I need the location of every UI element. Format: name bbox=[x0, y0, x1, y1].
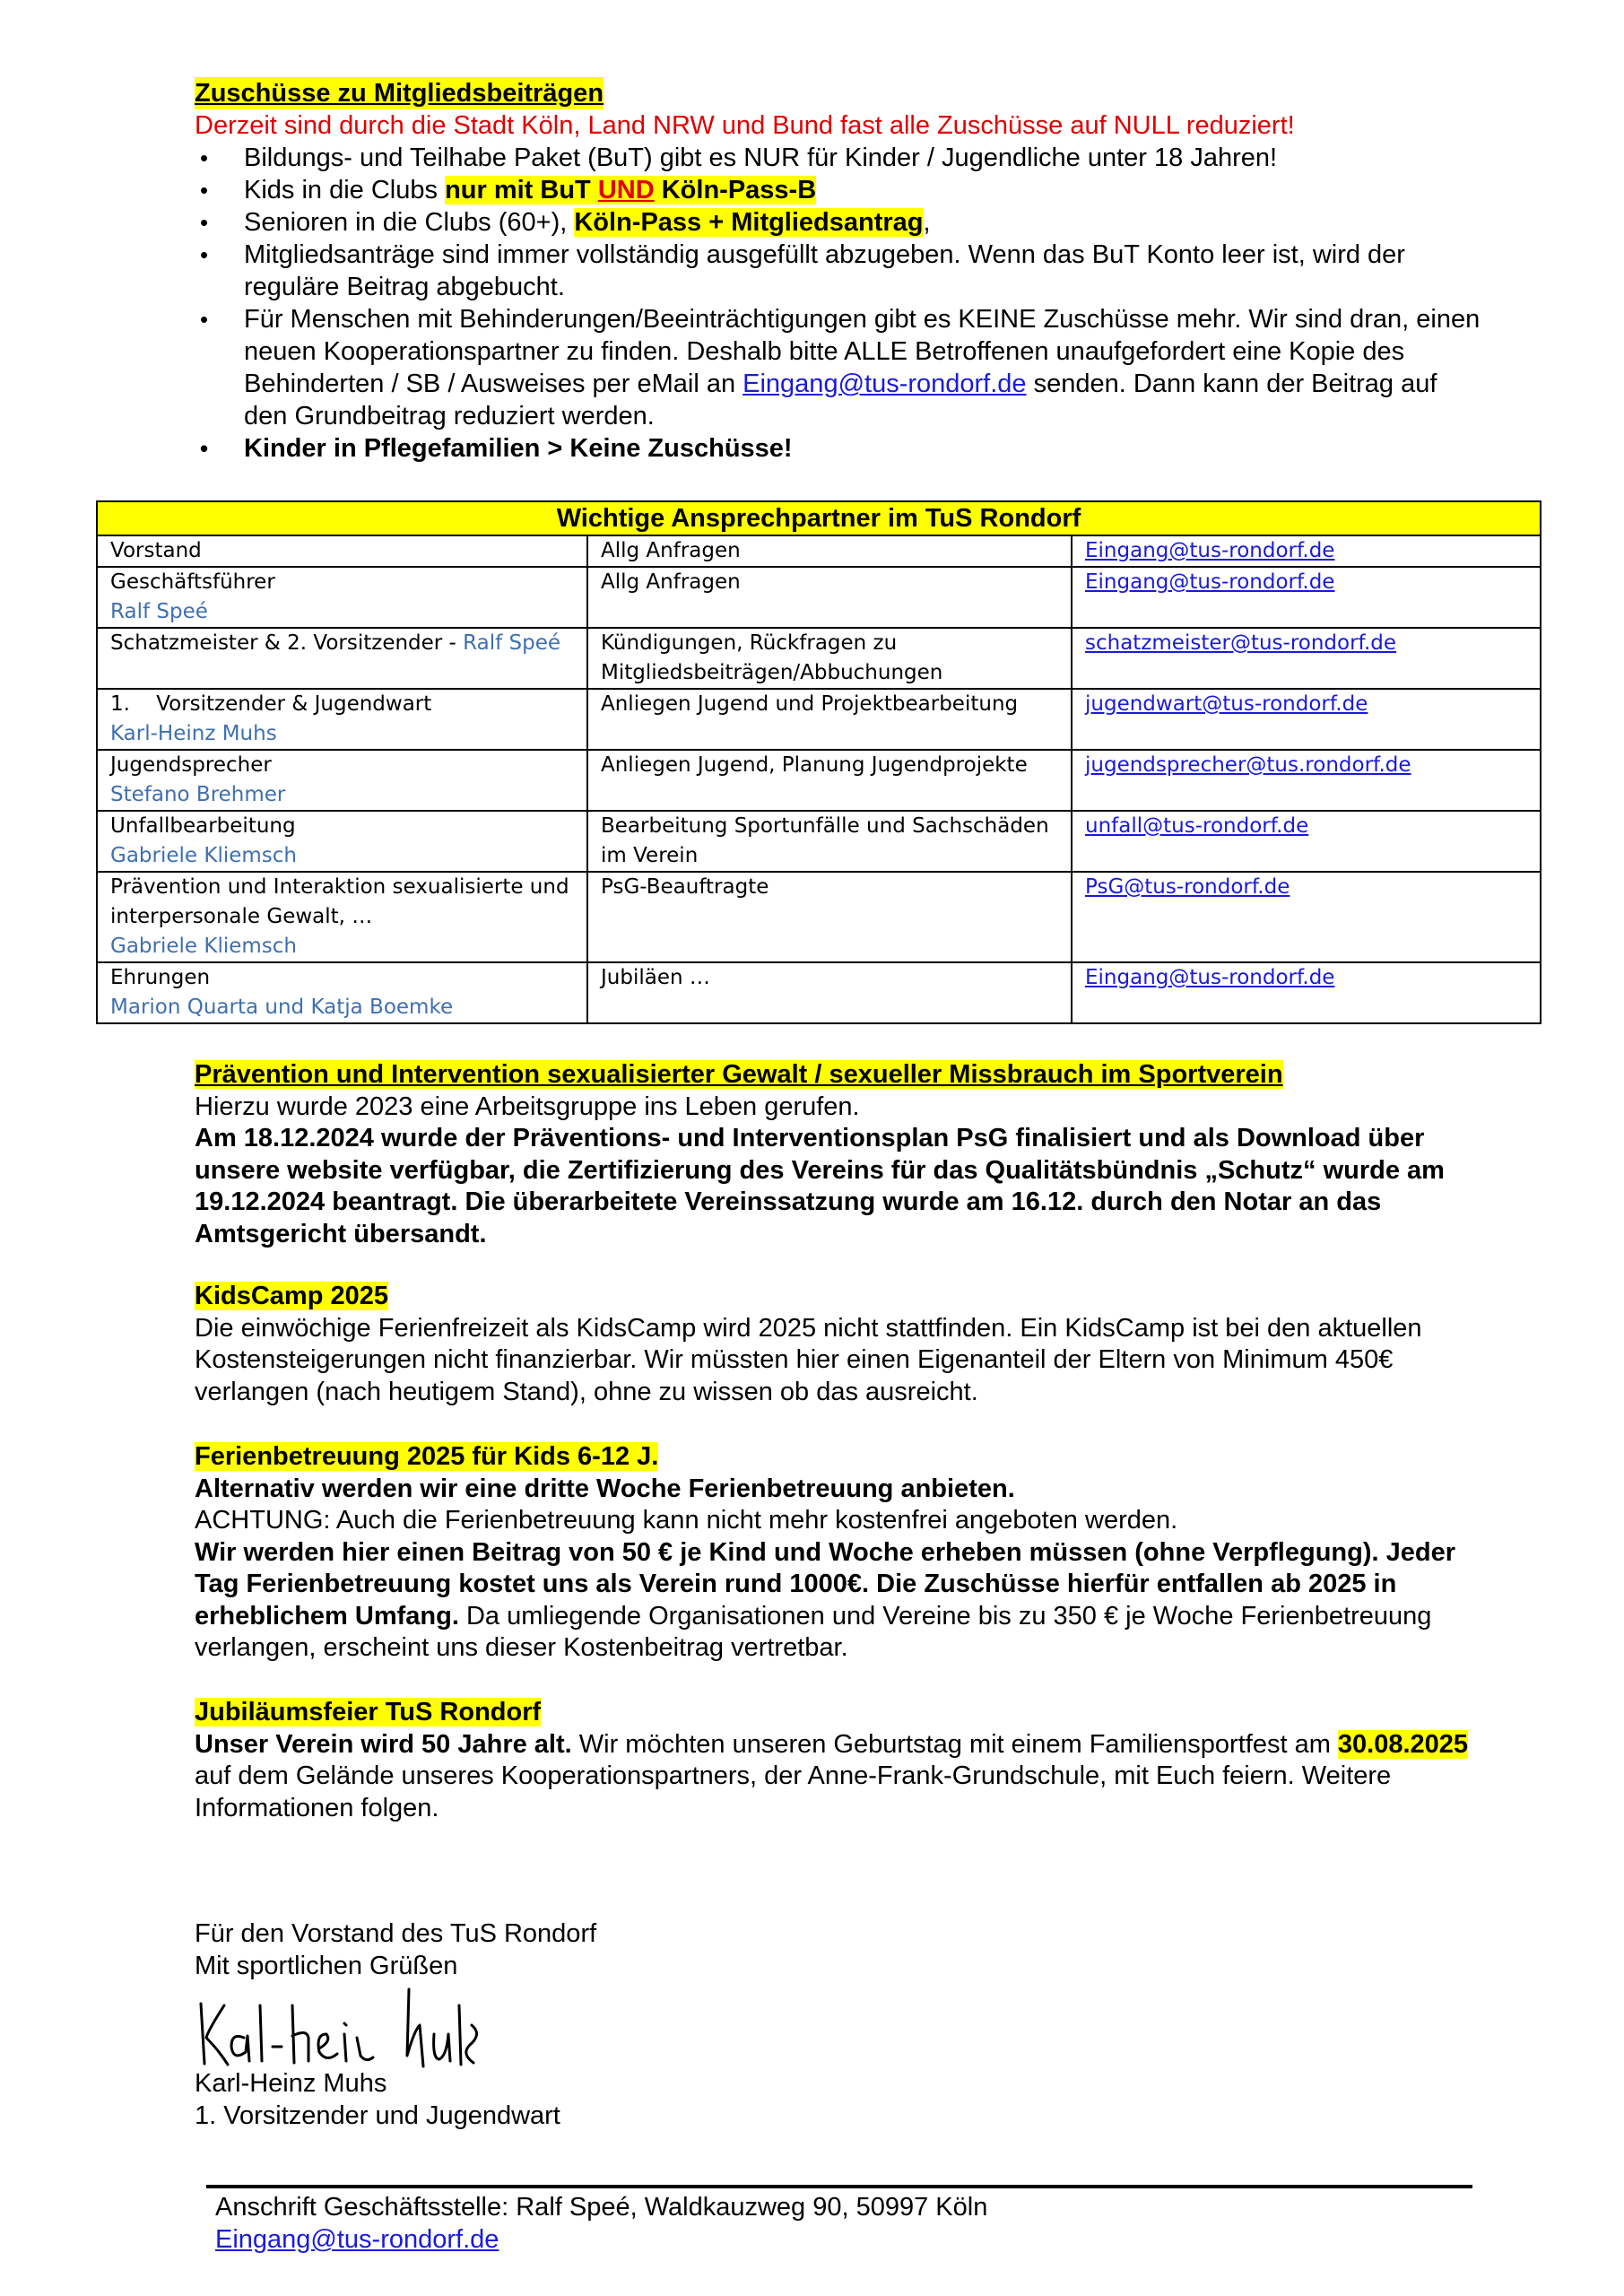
contact-person: Karl-Heinz Muhs bbox=[110, 722, 277, 745]
anniversary-section bbox=[195, 1697, 1486, 1824]
subsidies-warning: Derzeit sind durch die Stadt Köln, Land NRW und Bund fast alle Zuschüsse auf NULL reduziert! bbox=[195, 111, 1295, 140]
holiday-bold-1: Alternativ werden wir eine dritte Woche Ferienbetreuung anbieten. bbox=[195, 1474, 1015, 1503]
holiday-text-2: ACHTUNG: Auch die Ferienbetreuung kann nicht mehr kostenfrei angeboten werden. bbox=[195, 1506, 1178, 1535]
footer-email-link[interactable]: Eingang@tus-rondorf.de bbox=[215, 2225, 499, 2254]
contact-role: 1. Vorsitzender & Jugendwart bbox=[110, 692, 432, 716]
contact-email-cell bbox=[1072, 811, 1541, 872]
table-row bbox=[97, 872, 1541, 962]
prevention-bold-text: Am 18.12.2024 wurde der Präventions- und Interventionsplan PsG finalisiert und als Download über unsere website verfügbar, die Zertifizierung des Vereins für das Qualitätsbündnis „Schutz“ wurde am 19.12.2024 beantragt. Die überarbeitete Vereinssatzung wurde am 16.12. durch den Notar an das Amtsgericht übersandt. bbox=[195, 1124, 1445, 1248]
contact-topic: Anliegen Jugend und Projektbearbeitung bbox=[587, 689, 1072, 750]
contacts-table-header: Wichtige Ansprechpartner im TuS Rondorf bbox=[97, 501, 1541, 535]
contact-role-cell bbox=[97, 628, 587, 689]
contact-topic: Jubiläen … bbox=[587, 962, 1072, 1023]
kidscamp-title: KidsCamp 2025 bbox=[195, 1282, 388, 1310]
anniversary-bold: Unser Verein wird 50 Jahre alt. bbox=[195, 1729, 572, 1759]
signer-name: Karl-Heinz Muhs bbox=[195, 2069, 387, 2098]
contact-role: Unfallbearbeitung bbox=[110, 814, 296, 838]
anniversary-text-1: Wir möchten unseren Geburtstag mit einem Familiensportfest am bbox=[571, 1729, 1338, 1759]
contact-role-cell bbox=[97, 872, 587, 962]
anniversary-title: Jubiläumsfeier TuS Rondorf bbox=[195, 1698, 542, 1726]
highlight-und: UND bbox=[597, 176, 655, 204]
contact-email-link[interactable]: Eingang@tus-rondorf.de bbox=[1085, 539, 1335, 562]
anniversary-paragraph bbox=[195, 1729, 1486, 1825]
bullet-text: Bildungs- und Teilhabe Paket (BuT) gibt es NUR für Kinder / Jugendliche unter 18 Jahren! bbox=[244, 144, 1278, 172]
prevention-section bbox=[195, 1059, 1486, 1250]
anniversary-text-2: auf dem Gelände unseres Kooperationspartners, der Anne-Frank-Grundschule, mit Euch feiern. Weitere Informationen folgen. bbox=[195, 1761, 1392, 1822]
contact-topic: Allg Anfragen bbox=[587, 535, 1072, 567]
contact-role-cell bbox=[97, 567, 587, 628]
bullet-text: Mitgliedsanträge sind immer vollständig ausgefüllt abzugeben. Wenn das BuT Konto leer ist, wird der reguläre Beitrag abgebucht. bbox=[244, 240, 1405, 301]
holiday-title: Ferienbetreuung 2025 für Kids 6-12 J. bbox=[195, 1442, 659, 1471]
contact-role: Vorstand bbox=[110, 539, 202, 562]
contact-email-link[interactable]: Eingang@tus-rondorf.de bbox=[1085, 570, 1335, 594]
contact-topic: Anliegen Jugend, Planung Jugendprojekte bbox=[587, 750, 1072, 811]
bullet-text: Senioren in die Clubs (60+), bbox=[244, 208, 575, 237]
contact-email-link[interactable]: PsG@tus-rondorf.de bbox=[1085, 875, 1290, 899]
list-item bbox=[195, 142, 1486, 174]
contact-topic: Bearbeitung Sportunfälle und Sachschäden im Verein bbox=[587, 811, 1072, 872]
contact-role-cell bbox=[97, 811, 587, 872]
kidscamp-text: Die einwöchige Ferienfreizeit als KidsCamp wird 2025 nicht stattfinden. Ein KidsCamp ist bei den aktuellen Kostensteigerungen nicht finanzierbar. Wir müssten hier einen Eigenanteil der Eltern von Minimum 450€ verlangen (nach heutigem Stand), ohne zu wissen ob das ausreicht. bbox=[195, 1313, 1422, 1406]
contact-email-link[interactable]: Eingang@tus-rondorf.de bbox=[1085, 966, 1335, 989]
contact-person: Ralf Speé bbox=[110, 600, 208, 623]
highlight-text: Köln-Pass + Mitgliedsantrag bbox=[574, 208, 924, 237]
table-row bbox=[97, 628, 1541, 689]
contact-topic: Kündigungen, Rückfragen zu Mitgliedsbeiträgen/Abbuchungen bbox=[587, 628, 1072, 689]
contact-role-cell bbox=[97, 750, 587, 811]
table-row bbox=[97, 811, 1541, 872]
table-row bbox=[97, 535, 1541, 567]
footer-divider bbox=[206, 2185, 1472, 2188]
holiday-bold-2: Wir werden hier einen Beitrag von 50 € je Kind und Woche erheben müssen (ohne Verpflegung). Jeder Tag Ferienbetreuung kostet uns als Verein rund 1000€. Die Zuschüsse hierfür entfallen ab 2025 in erheblichem Umfang. bbox=[195, 1537, 1455, 1631]
contact-role: Geschäftsführer bbox=[110, 570, 275, 594]
contact-role-cell bbox=[97, 535, 587, 567]
contact-role: Prävention und Interaktion sexualisierte und interpersonale Gewalt, … bbox=[110, 875, 569, 928]
anniversary-date: 30.08.2025 bbox=[1337, 1729, 1469, 1759]
contact-role-cell bbox=[97, 689, 587, 750]
signer-block bbox=[195, 2067, 560, 2132]
subsidies-list bbox=[195, 142, 1486, 465]
email-link[interactable]: Eingang@tus-rondorf.de bbox=[743, 370, 1027, 398]
subsidies-title: Zuschüsse zu Mitgliedsbeiträgen bbox=[195, 79, 604, 108]
bullet-text: senden. Dann kann der Beitrag auf den Grundbeitrag reduziert werden. bbox=[244, 370, 1437, 430]
contact-person: Ralf Speé bbox=[463, 631, 561, 655]
contact-email-cell bbox=[1072, 962, 1541, 1023]
contact-email-cell bbox=[1072, 689, 1541, 750]
kidscamp-section bbox=[195, 1281, 1486, 1408]
closing-line-1: Für den Vorstand des TuS Rondorf bbox=[195, 1919, 597, 1948]
prevention-text: Hierzu wurde 2023 eine Arbeitsgruppe ins Leben gerufen. bbox=[195, 1091, 860, 1121]
contacts-table-body bbox=[97, 535, 1541, 1023]
bullet-text: Kinder in Pflegefamilien > Keine Zuschüsse! bbox=[244, 434, 793, 463]
contact-person: Gabriele Kliemsch bbox=[110, 935, 297, 958]
contact-email-cell bbox=[1072, 628, 1541, 689]
contact-email-cell bbox=[1072, 567, 1541, 628]
closing-line-2: Mit sportlichen Grüßen bbox=[195, 1952, 458, 1980]
contact-email-link[interactable]: unfall@tus-rondorf.de bbox=[1085, 814, 1309, 838]
holiday-paragraph bbox=[195, 1537, 1486, 1665]
list-item bbox=[195, 432, 1486, 465]
bullet-text: , bbox=[923, 208, 931, 237]
highlight-text: nur mit BuT bbox=[445, 176, 598, 204]
subsidies-section bbox=[195, 77, 1486, 465]
table-row bbox=[97, 567, 1541, 628]
list-item bbox=[195, 239, 1486, 303]
list-item bbox=[195, 174, 1486, 206]
closing-greeting bbox=[195, 1918, 596, 1982]
highlight-text: Köln-Pass-B bbox=[654, 176, 817, 204]
bullet-text: Kids in die Clubs bbox=[244, 176, 446, 204]
contact-person: Gabriele Kliemsch bbox=[110, 844, 297, 867]
contact-role: Schatzmeister & 2. Vorsitzender - bbox=[110, 631, 464, 655]
holiday-section bbox=[195, 1441, 1486, 1665]
contact-email-cell bbox=[1072, 750, 1541, 811]
contact-role: Jugendsprecher bbox=[110, 753, 272, 777]
contact-person: Stefano Brehmer bbox=[110, 783, 286, 806]
contact-topic: Allg Anfragen bbox=[587, 567, 1072, 628]
bullet-text: Für Menschen mit Behinderungen/Beeinträchtigungen gibt es KEINE Zuschüsse mehr. Wir sind dran, einen neuen Kooperationspartner zu finden. Deshalb bitte ALLE Betroffenen unaufgefordert eine Kopie des Behinderten / SB / Ausweises per eMail an bbox=[244, 305, 1481, 398]
list-item bbox=[195, 303, 1486, 432]
contact-role: Ehrungen bbox=[110, 966, 211, 989]
holiday-text: Da umliegende Organisationen und Vereine bis zu 350 € je Woche Ferienbetreuung verlangen, erscheint uns dieser Kostenbeitrag vertretbar. bbox=[195, 1601, 1432, 1662]
contact-topic: PsG-Beauftragte bbox=[587, 872, 1072, 962]
footer-address: Anschrift Geschäftsstelle: Ralf Speé, Waldkauzweg 90, 50997 Köln bbox=[215, 2193, 988, 2222]
table-row bbox=[97, 689, 1541, 750]
table-row bbox=[97, 962, 1541, 1023]
contact-role-cell bbox=[97, 962, 587, 1023]
contact-email-link[interactable]: jugendsprecher@tus.rondorf.de bbox=[1085, 753, 1411, 777]
contact-email-link[interactable]: jugendwart@tus-rondorf.de bbox=[1085, 692, 1368, 716]
contact-email-cell bbox=[1072, 872, 1541, 962]
contact-person: Marion Quarta und Katja Boemke bbox=[110, 996, 454, 1019]
signer-role: 1. Vorsitzender und Jugendwart bbox=[195, 2101, 560, 2130]
footer bbox=[215, 2191, 987, 2256]
contact-email-cell bbox=[1072, 535, 1541, 567]
list-item bbox=[195, 206, 1486, 239]
handwritten-signature bbox=[195, 1979, 482, 2077]
prevention-title: Prävention und Intervention sexualisierter Gewalt / sexueller Missbrauch im Sportverein bbox=[195, 1060, 1283, 1089]
contact-email-link[interactable]: schatzmeister@tus-rondorf.de bbox=[1085, 631, 1397, 655]
contacts-table bbox=[96, 500, 1541, 1024]
table-row bbox=[97, 750, 1541, 811]
